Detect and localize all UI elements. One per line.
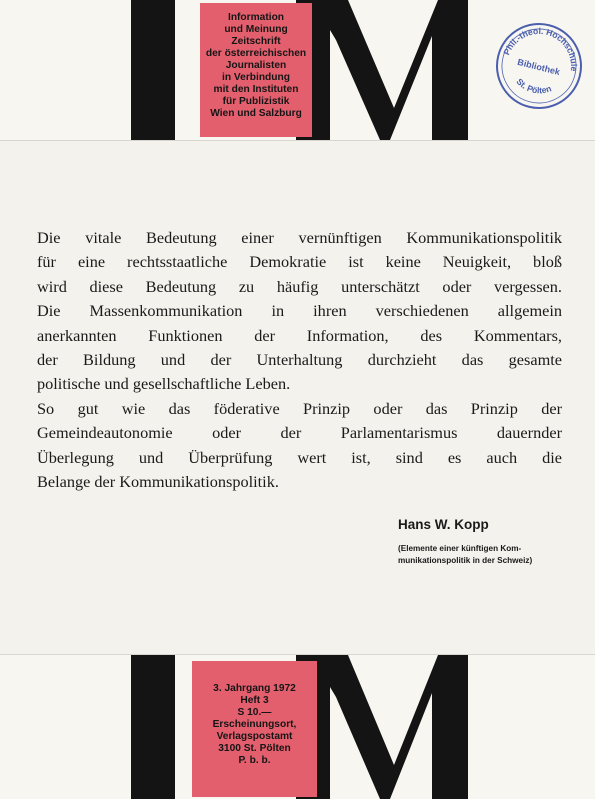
article-line: Die vitale Bedeutung einer vernünftigen Kommunikationspolitik <box>37 228 562 247</box>
masthead-info-line: für Publizistik <box>222 96 290 107</box>
logo-letter-i <box>131 0 175 140</box>
article-line: Die Massenkommunikation in ihren verschiedenen allgemein <box>37 301 562 321</box>
article-line: für eine rechtsstaatliche Demokratie ist keine Neuigkeit, bloß <box>37 252 562 272</box>
masthead-divider <box>0 140 595 141</box>
footer-info-line: Heft 3 <box>240 695 269 706</box>
svg-text:Bibliothek: Bibliothek <box>516 56 562 78</box>
article-line: Belange der Kommunikationspolitik. <box>37 472 279 492</box>
article-body <box>37 226 562 494</box>
article-line: Überlegung und Überprüfung wert ist, sind es auch die <box>37 447 562 467</box>
masthead-info-line: in Verbindung <box>222 72 290 83</box>
svg-text:Phil.-theol. Hochschule: Phil.-theol. Hochschule <box>501 25 580 72</box>
article-author: Hans W. Kopp <box>398 517 489 532</box>
masthead-info-box <box>200 3 312 137</box>
footer-info-line: Verlagspostamt <box>216 731 293 742</box>
masthead-info-line: der österreichischen <box>205 48 307 59</box>
footer-info-line: 3100 St. Pölten <box>218 743 291 754</box>
article-line: So gut wie das föderative Prinzip oder das Prinzip der <box>37 398 562 418</box>
article-line: Gemeindeautonomie oder der Parlamentarismus dauernder <box>37 423 562 443</box>
masthead-info-line: Wien und Salzburg <box>210 108 302 119</box>
masthead-info-line: und Meinung <box>224 24 288 35</box>
article-line: wird diese Bedeutung zu häufig unterschätzt oder vergessen. <box>37 276 562 296</box>
source-line: munikationspolitik in der Schweiz) <box>398 556 533 565</box>
source-line: (Elemente einer künftigen Kom- <box>398 544 522 553</box>
masthead-info-line: Zeitschrift <box>231 36 281 47</box>
article-line: anerkannten Funktionen der Information, des Kommentars, <box>37 325 562 345</box>
article-source <box>398 543 568 567</box>
footer-logo-letter-m <box>296 655 468 799</box>
footer-info-line: P. b. b. <box>238 755 271 766</box>
article-line: der Bildung und der Unterhaltung durchzieht das gesamte <box>37 350 562 370</box>
masthead-band <box>0 0 595 140</box>
footer-logo-letter-i <box>131 655 175 799</box>
footer-info-box <box>192 661 317 797</box>
footer-info-line: S 10.— <box>237 707 272 718</box>
article-line: politische und gesellschaftliche Leben. <box>37 374 291 394</box>
masthead-info-line: Information <box>227 12 285 23</box>
footer-info-line: 3. Jahrgang 1972 <box>213 683 296 694</box>
masthead-info-line: Journalisten <box>225 60 287 71</box>
svg-text:St. Pölten: St. Pölten <box>514 76 553 96</box>
footer-band <box>0 655 595 799</box>
logo-letter-m <box>296 0 468 140</box>
masthead-info-line: mit den Instituten <box>213 84 299 95</box>
footer-info-line: Erscheinungsort, <box>212 719 297 730</box>
library-stamp-icon <box>491 18 587 114</box>
